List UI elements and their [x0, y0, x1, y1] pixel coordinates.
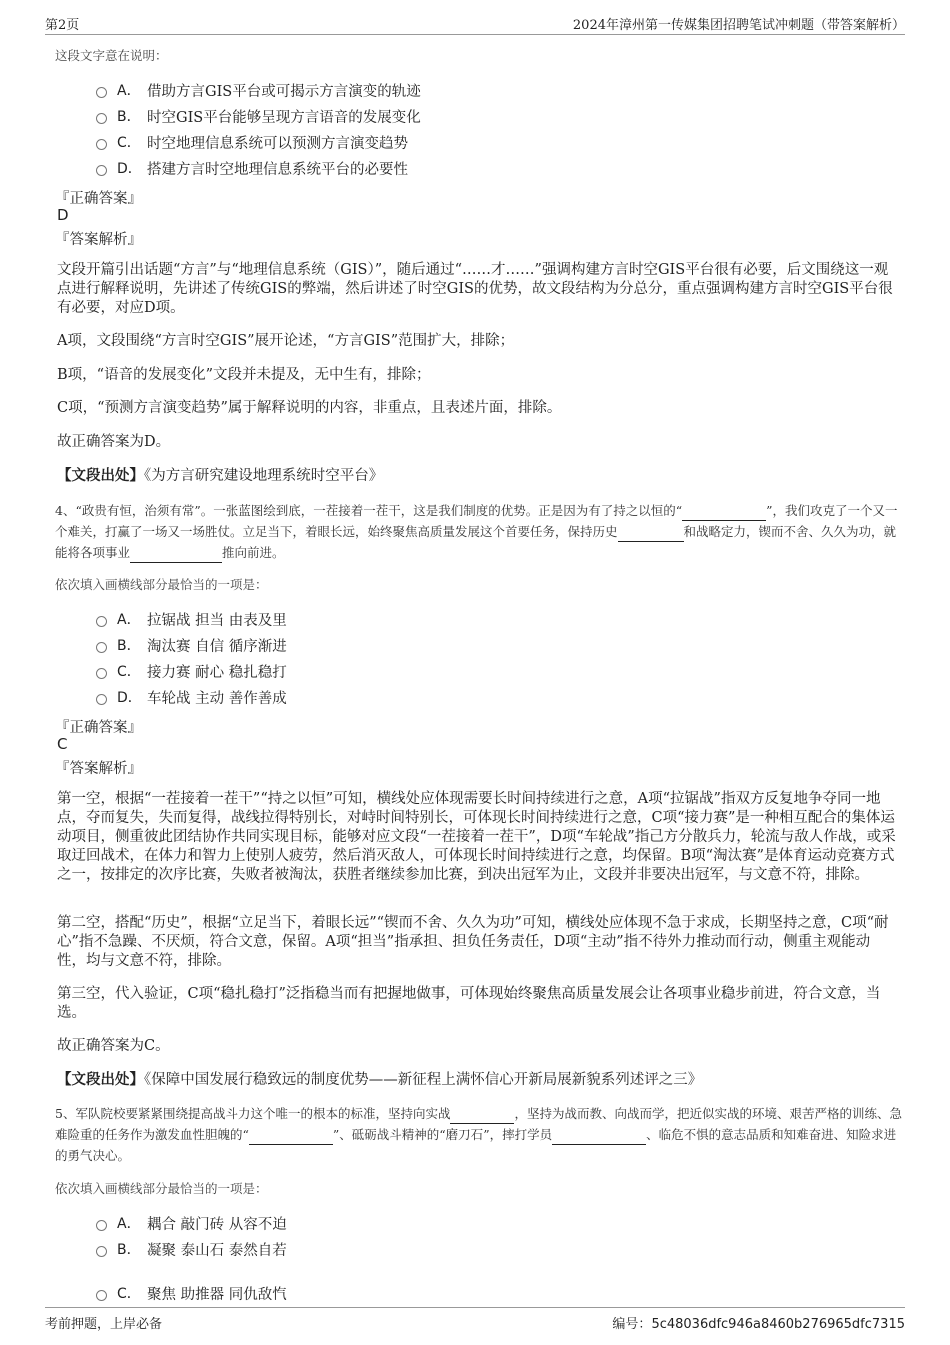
- q3-option-c[interactable]: C． 时空地理信息系统可以预测方言演变趋势: [96, 132, 408, 152]
- blank-line: [249, 1130, 333, 1145]
- q5-option-a[interactable]: A． 耦合 敲门砖 从容不迫: [96, 1213, 287, 1233]
- q3-prompt: 这段文字意在说明：: [55, 48, 168, 63]
- q3-answer: D: [57, 206, 69, 224]
- radio-icon[interactable]: [96, 165, 107, 176]
- blank-line: [130, 548, 222, 563]
- radio-icon[interactable]: [96, 1246, 107, 1257]
- q3-analysis-paragraph: A项，文段围绕“方言时空GIS”展开论述，“方言GIS”范围扩大，排除；: [57, 333, 515, 349]
- q3-option-b[interactable]: B． 时空GIS平台能够呈现方言语音的发展变化: [96, 106, 421, 126]
- q4-option-c[interactable]: C． 接力赛 耐心 稳扎稳打: [96, 661, 287, 681]
- blank-line: [682, 506, 766, 521]
- q4-option-a[interactable]: A． 拉锯战 担当 由表及里: [96, 609, 287, 629]
- radio-icon[interactable]: [96, 668, 107, 679]
- q5-option-b[interactable]: B． 凝聚 泰山石 泰然自若: [96, 1239, 287, 1259]
- q4-stem: 4、“政贵有恒，治须有常”。一张蓝图绘到底，一茬接着一茬干，这是我们制度的优势。正是因为有了持之以恒的“ ”，我们攻克了一个又一个难关，打赢了一场又一场胜仗。立足当下，着眼长远，始终聚焦高质量发展这个首要任务，保持历史 和战略定力，锲而不舍、久久为功，就能将各项事业 推向前进。: [55, 500, 907, 563]
- q4-analysis-paragraph: 第一空，根据“一茬接着一茬干”“持之以恒”可知，横线处应体现需要长时间持续进行之意，A项“拉锯战”指双方反复地争夺同一地点，夺而复失，失而复得，战线拉得特别长，对峙时间特别长，可体现长时间持续进行之意，C项“接力赛”是一种相互配合的集体运动项目，侧重彼此团结协作共同实现目标，能够对应文段“一茬接着一茬干”，D项“车轮战”指己方分散兵力，轮流与敌人作战，或采取迂回战术，在体力和智力上使别人疲劳，然后消灭敌人，可体现长时间持续进行之意，均保留。B项“淘汰赛”是体育运动竞赛方式之一，按排定的次序比赛，失败者被淘汰，获胜者继续参加比赛，到决出冠军为止，文段并非要决出冠军，与文意不符，排除。: [57, 791, 896, 883]
- document-code: 编号：5c48036dfc946a8460b276965dfc7315: [612, 1317, 905, 1332]
- q4-answer-label: 『正确答案』: [55, 720, 142, 736]
- radio-icon[interactable]: [96, 616, 107, 627]
- q4-source: 【文段出处】《保障中国发展行稳致远的制度优势——新征程上满怀信心开新局展新貌系列述评之三》: [57, 1071, 703, 1088]
- q4-analysis-paragraph: 故正确答案为C。: [57, 1038, 170, 1054]
- q3-option-a[interactable]: A． 借助方言GIS平台或可揭示方言演变的轨迹: [96, 80, 421, 100]
- q4-option-d[interactable]: D． 车轮战 主动 善作善成: [96, 687, 287, 707]
- q4-prompt: 依次填入画横线部分最恰当的一项是：: [55, 577, 268, 592]
- radio-icon[interactable]: [96, 642, 107, 653]
- q4-analysis-paragraph: 第二空，搭配“历史”，根据“立足当下，着眼长远”“锲而不舍、久久为功”可知，横线处应体现不急于求成，长期坚持之意，C项“耐心”指不急躁、不厌烦，符合文意，保留。A项“担当”指承担、担负任务责任，D项“主动”指不待外力推动而行动，侧重主观能动性，均与文意不符，排除。: [57, 915, 889, 969]
- document-title: 2024年漳州第一传媒集团招聘笔试冲刺题（带答案解析）: [572, 18, 905, 33]
- q3-analysis-paragraph: 故正确答案为D。: [57, 434, 171, 450]
- q4-option-b[interactable]: B． 淘汰赛 自信 循序渐进: [96, 635, 287, 655]
- page-footer: [45, 1307, 905, 1330]
- radio-icon[interactable]: [96, 1290, 107, 1301]
- radio-icon[interactable]: [96, 1220, 107, 1231]
- q3-analysis-paragraph: 文段开篇引出话题“方言”与“地理信息系统（GIS）”，随后通过“……才……”强调构建方言时空GIS平台很有必要，后文围绕这一观点进行解释说明，先讲述了传统GIS的弊端，然后讲述了时空GIS的优势，故文段结构为分总分，重点强调构建方言时空GIS平台很有必要，对应D项。: [57, 262, 893, 316]
- q4-analysis-label: 『答案解析』: [55, 761, 142, 777]
- q5-stem: 5、军队院校要紧紧围绕提高战斗力这个唯一的根本的标准，坚持向实战 ，坚持为战而教、向战而学，把近似实战的环境、艰苦严格的训练、急难险重的任务作为激发血性胆魄的“ ”、砥砺战斗精神的“磨刀石”，摔打学员 、临危不惧的意志品质和知难奋进、知险求进的勇气决心。: [55, 1106, 902, 1163]
- q5-prompt: 依次填入画横线部分最恰当的一项是：: [55, 1181, 268, 1196]
- radio-icon[interactable]: [96, 139, 107, 150]
- blank-line: [450, 1109, 514, 1124]
- radio-icon[interactable]: [96, 87, 107, 98]
- footer-slogan: 考前押题，上岸必备: [45, 1317, 163, 1332]
- q3-analysis-paragraph: C项，“预测方言演变趋势”属于解释说明的内容，非重点，且表述片面，排除。: [57, 400, 562, 416]
- q3-source: 【文段出处】《为方言研究建设地理系统时空平台》: [57, 467, 384, 484]
- q4-analysis-paragraph: 第三空，代入验证，C项“稳扎稳打”泛指稳当而有把握地做事，可体现始终聚焦高质量发展会让各项事业稳步前进，符合文意，当选。: [57, 986, 881, 1021]
- q4-answer: C: [57, 735, 68, 753]
- q3-answer-label: 『正确答案』: [55, 191, 142, 207]
- q3-option-d[interactable]: D． 搭建方言时空地理信息系统平台的必要性: [96, 158, 408, 178]
- blank-line: [552, 1130, 646, 1145]
- radio-icon[interactable]: [96, 694, 107, 705]
- page-number: 第2页: [45, 18, 80, 33]
- q3-analysis-paragraph: B项，“语音的发展变化”文段并未提及，无中生有，排除；: [57, 367, 431, 383]
- q3-analysis-label: 『答案解析』: [55, 232, 142, 248]
- radio-icon[interactable]: [96, 113, 107, 124]
- page-header: [45, 14, 905, 35]
- blank-line: [618, 527, 684, 542]
- q5-option-c[interactable]: C． 聚焦 助推器 同仇敌忾: [96, 1283, 287, 1303]
